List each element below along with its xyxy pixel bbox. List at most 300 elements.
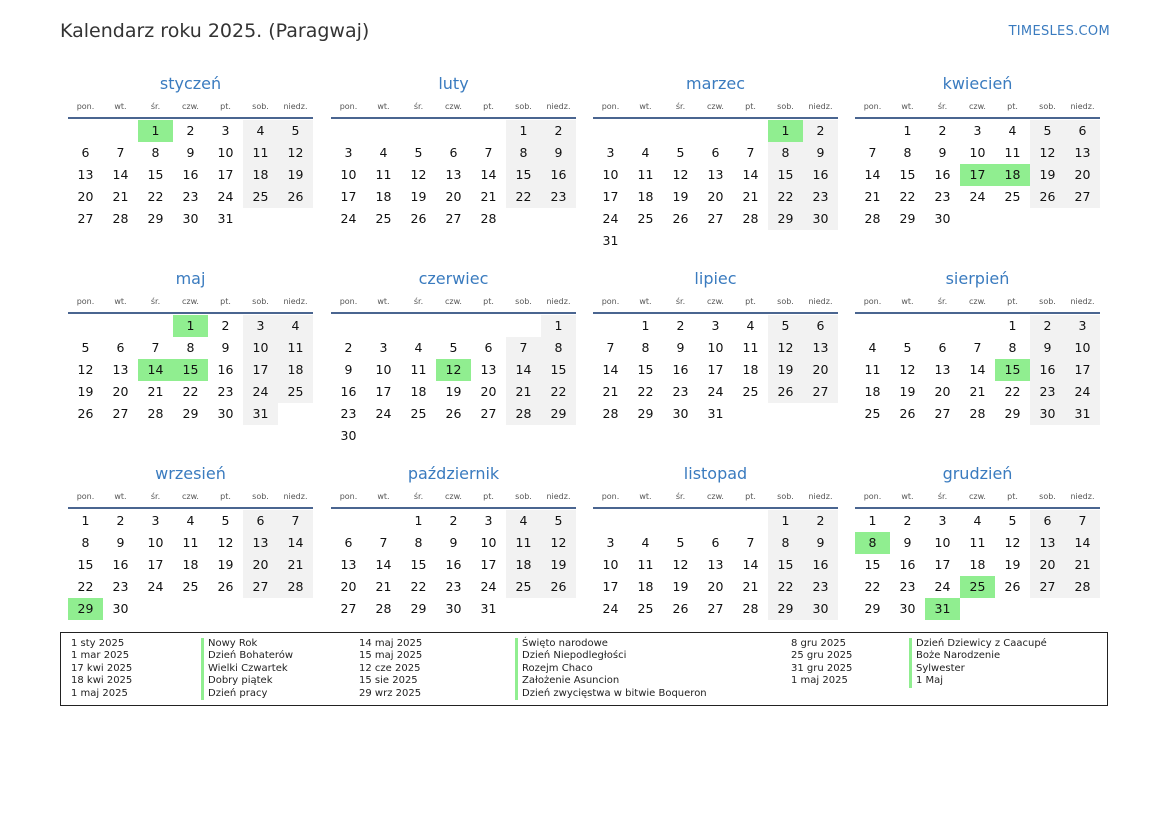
day-cell[interactable]: 24 [707, 384, 724, 399]
site-link[interactable]: TIMESLES.COM [1008, 24, 1110, 39]
day-cell[interactable]: 24 [969, 189, 986, 204]
day-cell[interactable]: 6 [1065, 120, 1100, 142]
day-cell[interactable]: 4 [973, 513, 982, 528]
day-cell[interactable]: 13 [934, 362, 951, 377]
day-cell[interactable]: 7 [116, 145, 125, 160]
day-cell[interactable]: 28 [742, 211, 759, 226]
day-cell[interactable]: 16 [541, 164, 576, 186]
day-cell[interactable]: 3 [484, 513, 493, 528]
day-cell[interactable]: 23 [541, 186, 576, 208]
day-cell[interactable]: 13 [1030, 532, 1065, 554]
day-cell[interactable]: 25 [742, 384, 759, 399]
day-cell[interactable]: 12 [1030, 142, 1065, 164]
day-cell[interactable]: 23 [217, 384, 234, 399]
day-cell[interactable]: 9 [186, 145, 195, 160]
day-cell[interactable]: 8 [541, 337, 576, 359]
day-cell[interactable]: 15 [995, 359, 1030, 381]
day-cell[interactable]: 12 [672, 557, 689, 572]
day-cell[interactable]: 26 [1004, 579, 1021, 594]
day-cell[interactable]: 19 [899, 384, 916, 399]
day-cell[interactable]: 31 [243, 403, 278, 425]
day-cell[interactable]: 21 [742, 579, 759, 594]
day-cell[interactable]: 15 [173, 359, 208, 381]
day-cell[interactable]: 7 [1065, 510, 1100, 532]
day-cell[interactable]: 10 [217, 145, 234, 160]
day-cell[interactable]: 1 [641, 318, 650, 333]
day-cell[interactable]: 17 [217, 167, 234, 182]
day-cell[interactable]: 19 [768, 359, 803, 381]
day-cell[interactable]: 21 [112, 189, 129, 204]
day-cell[interactable]: 23 [934, 189, 951, 204]
day-cell[interactable]: 8 [903, 145, 912, 160]
day-cell[interactable]: 2 [938, 123, 947, 138]
day-cell[interactable]: 2 [541, 120, 576, 142]
day-cell[interactable]: 9 [344, 362, 353, 377]
day-cell[interactable]: 22 [506, 186, 541, 208]
day-cell[interactable]: 15 [410, 557, 427, 572]
day-cell[interactable]: 2 [221, 318, 230, 333]
day-cell[interactable]: 10 [1065, 337, 1100, 359]
day-cell[interactable]: 9 [903, 535, 912, 550]
day-cell[interactable]: 22 [899, 189, 916, 204]
day-cell[interactable]: 27 [77, 211, 94, 226]
day-cell[interactable]: 21 [506, 381, 541, 403]
day-cell[interactable]: 8 [768, 532, 803, 554]
day-cell[interactable]: 27 [1030, 576, 1065, 598]
day-cell[interactable]: 2 [903, 513, 912, 528]
day-cell[interactable]: 7 [868, 145, 877, 160]
day-cell[interactable]: 25 [637, 211, 654, 226]
day-cell[interactable]: 10 [707, 340, 724, 355]
day-cell[interactable]: 12 [278, 142, 313, 164]
day-cell[interactable]: 3 [344, 145, 353, 160]
day-cell[interactable]: 21 [147, 384, 164, 399]
day-cell[interactable]: 14 [742, 167, 759, 182]
day-cell[interactable]: 6 [484, 340, 493, 355]
day-cell[interactable]: 11 [1004, 145, 1021, 160]
day-cell[interactable]: 13 [243, 532, 278, 554]
day-cell[interactable]: 28 [375, 601, 392, 616]
day-cell[interactable]: 29 [864, 601, 881, 616]
day-cell[interactable]: 11 [375, 167, 392, 182]
day-cell[interactable]: 14 [375, 557, 392, 572]
day-cell[interactable]: 31 [602, 233, 619, 248]
day-cell[interactable]: 22 [768, 576, 803, 598]
day-cell[interactable]: 20 [707, 579, 724, 594]
day-cell[interactable]: 21 [480, 189, 497, 204]
day-cell[interactable]: 26 [77, 406, 94, 421]
day-cell[interactable]: 15 [768, 554, 803, 576]
day-cell[interactable]: 16 [934, 167, 951, 182]
day-cell[interactable]: 18 [969, 557, 986, 572]
day-cell[interactable]: 8 [506, 142, 541, 164]
day-cell[interactable]: 28 [480, 211, 497, 226]
day-cell[interactable]: 17 [340, 189, 357, 204]
day-cell[interactable]: 23 [182, 189, 199, 204]
day-cell[interactable]: 28 [506, 403, 541, 425]
day-cell[interactable]: 17 [147, 557, 164, 572]
day-cell[interactable]: 10 [243, 337, 278, 359]
day-cell[interactable]: 20 [340, 579, 357, 594]
day-cell[interactable]: 3 [151, 513, 160, 528]
day-cell[interactable]: 9 [803, 142, 838, 164]
day-cell[interactable]: 4 [641, 535, 650, 550]
day-cell[interactable]: 2 [676, 318, 685, 333]
day-cell[interactable]: 21 [1065, 554, 1100, 576]
day-cell[interactable]: 18 [410, 384, 427, 399]
day-cell[interactable]: 6 [116, 340, 125, 355]
day-cell[interactable]: 19 [77, 384, 94, 399]
day-cell[interactable]: 2 [116, 513, 125, 528]
day-cell[interactable]: 22 [768, 186, 803, 208]
day-cell[interactable]: 14 [742, 557, 759, 572]
day-cell[interactable]: 14 [112, 167, 129, 182]
day-cell[interactable]: 5 [903, 340, 912, 355]
day-cell[interactable]: 19 [672, 579, 689, 594]
day-cell[interactable]: 9 [449, 535, 458, 550]
day-cell[interactable]: 19 [445, 384, 462, 399]
day-cell[interactable]: 27 [707, 211, 724, 226]
day-cell[interactable]: 25 [278, 381, 313, 403]
day-cell[interactable]: 22 [1004, 384, 1021, 399]
day-cell[interactable]: 10 [969, 145, 986, 160]
day-cell[interactable]: 24 [147, 579, 164, 594]
day-cell[interactable]: 11 [182, 535, 199, 550]
day-cell[interactable]: 22 [182, 384, 199, 399]
day-cell[interactable]: 8 [414, 535, 423, 550]
day-cell[interactable]: 27 [243, 576, 278, 598]
day-cell[interactable]: 23 [899, 579, 916, 594]
day-cell[interactable]: 15 [147, 167, 164, 182]
day-cell[interactable]: 2 [803, 120, 838, 142]
day-cell[interactable]: 23 [672, 384, 689, 399]
day-cell[interactable]: 28 [742, 601, 759, 616]
day-cell[interactable]: 22 [147, 189, 164, 204]
day-cell[interactable]: 10 [602, 557, 619, 572]
day-cell[interactable]: 25 [506, 576, 541, 598]
day-cell[interactable]: 23 [340, 406, 357, 421]
day-cell[interactable]: 8 [855, 532, 890, 554]
day-cell[interactable]: 30 [445, 601, 462, 616]
day-cell[interactable]: 8 [1008, 340, 1017, 355]
day-cell[interactable]: 16 [340, 384, 357, 399]
day-cell[interactable]: 3 [973, 123, 982, 138]
day-cell[interactable]: 30 [672, 406, 689, 421]
day-cell[interactable]: 19 [1004, 557, 1021, 572]
day-cell[interactable]: 22 [637, 384, 654, 399]
day-cell[interactable]: 27 [1065, 186, 1100, 208]
day-cell[interactable]: 16 [803, 164, 838, 186]
day-cell[interactable]: 4 [379, 145, 388, 160]
day-cell[interactable]: 11 [969, 535, 986, 550]
day-cell[interactable]: 26 [1030, 186, 1065, 208]
day-cell[interactable]: 7 [746, 535, 755, 550]
day-cell[interactable]: 26 [672, 601, 689, 616]
day-cell[interactable]: 30 [803, 598, 838, 620]
day-cell[interactable]: 25 [864, 406, 881, 421]
day-cell[interactable]: 10 [602, 167, 619, 182]
day-cell[interactable]: 25 [637, 601, 654, 616]
day-cell[interactable]: 27 [803, 381, 838, 403]
day-cell[interactable]: 3 [1065, 315, 1100, 337]
day-cell[interactable]: 21 [375, 579, 392, 594]
day-cell[interactable]: 2 [449, 513, 458, 528]
day-cell[interactable]: 13 [707, 167, 724, 182]
day-cell[interactable]: 30 [1030, 403, 1065, 425]
day-cell[interactable]: 10 [480, 535, 497, 550]
day-cell[interactable]: 10 [147, 535, 164, 550]
day-cell[interactable]: 6 [803, 315, 838, 337]
day-cell[interactable]: 1 [541, 315, 576, 337]
day-cell[interactable]: 8 [641, 340, 650, 355]
day-cell[interactable]: 13 [1065, 142, 1100, 164]
day-cell[interactable]: 31 [480, 601, 497, 616]
day-cell[interactable]: 11 [243, 142, 278, 164]
day-cell[interactable]: 16 [1030, 359, 1065, 381]
day-cell[interactable]: 17 [934, 557, 951, 572]
day-cell[interactable]: 15 [77, 557, 94, 572]
day-cell[interactable]: 14 [864, 167, 881, 182]
day-cell[interactable]: 31 [925, 598, 960, 620]
day-cell[interactable]: 5 [81, 340, 90, 355]
day-cell[interactable]: 17 [243, 359, 278, 381]
day-cell[interactable]: 31 [1065, 403, 1100, 425]
day-cell[interactable]: 31 [707, 406, 724, 421]
day-cell[interactable]: 24 [602, 211, 619, 226]
day-cell[interactable]: 25 [410, 406, 427, 421]
day-cell[interactable]: 20 [707, 189, 724, 204]
day-cell[interactable]: 20 [1065, 164, 1100, 186]
day-cell[interactable]: 15 [541, 359, 576, 381]
day-cell[interactable]: 18 [864, 384, 881, 399]
day-cell[interactable]: 12 [1004, 535, 1021, 550]
day-cell[interactable]: 23 [1030, 381, 1065, 403]
day-cell[interactable]: 9 [676, 340, 685, 355]
day-cell[interactable]: 1 [138, 120, 173, 142]
day-cell[interactable]: 3 [221, 123, 230, 138]
day-cell[interactable]: 1 [414, 513, 423, 528]
day-cell[interactable]: 13 [112, 362, 129, 377]
day-cell[interactable]: 16 [803, 554, 838, 576]
day-cell[interactable]: 21 [278, 554, 313, 576]
day-cell[interactable]: 31 [217, 211, 234, 226]
day-cell[interactable]: 7 [484, 145, 493, 160]
day-cell[interactable]: 24 [375, 406, 392, 421]
day-cell[interactable]: 1 [768, 510, 803, 532]
day-cell[interactable]: 29 [768, 208, 803, 230]
day-cell[interactable]: 27 [480, 406, 497, 421]
day-cell[interactable]: 27 [934, 406, 951, 421]
day-cell[interactable]: 3 [938, 513, 947, 528]
day-cell[interactable]: 9 [1030, 337, 1065, 359]
day-cell[interactable]: 19 [278, 164, 313, 186]
day-cell[interactable]: 5 [676, 145, 685, 160]
day-cell[interactable]: 24 [243, 381, 278, 403]
day-cell[interactable]: 11 [410, 362, 427, 377]
day-cell[interactable]: 22 [410, 579, 427, 594]
day-cell[interactable]: 1 [903, 123, 912, 138]
day-cell[interactable]: 11 [742, 340, 759, 355]
day-cell[interactable]: 25 [960, 576, 995, 598]
day-cell[interactable]: 5 [449, 340, 458, 355]
day-cell[interactable]: 19 [541, 554, 576, 576]
day-cell[interactable]: 13 [707, 557, 724, 572]
day-cell[interactable]: 18 [637, 579, 654, 594]
day-cell[interactable]: 5 [1030, 120, 1065, 142]
day-cell[interactable]: 17 [960, 164, 995, 186]
day-cell[interactable]: 1 [768, 120, 803, 142]
day-cell[interactable]: 22 [77, 579, 94, 594]
day-cell[interactable]: 6 [1030, 510, 1065, 532]
day-cell[interactable]: 4 [1008, 123, 1017, 138]
day-cell[interactable]: 18 [742, 362, 759, 377]
day-cell[interactable]: 3 [243, 315, 278, 337]
day-cell[interactable]: 28 [969, 406, 986, 421]
day-cell[interactable]: 14 [602, 362, 619, 377]
day-cell[interactable]: 20 [1030, 554, 1065, 576]
day-cell[interactable]: 1 [81, 513, 90, 528]
day-cell[interactable]: 21 [742, 189, 759, 204]
day-cell[interactable]: 15 [506, 164, 541, 186]
day-cell[interactable]: 14 [969, 362, 986, 377]
day-cell[interactable]: 25 [243, 186, 278, 208]
day-cell[interactable]: 14 [278, 532, 313, 554]
day-cell[interactable]: 16 [672, 362, 689, 377]
day-cell[interactable]: 27 [112, 406, 129, 421]
day-cell[interactable]: 19 [1030, 164, 1065, 186]
day-cell[interactable]: 12 [672, 167, 689, 182]
day-cell[interactable]: 10 [934, 535, 951, 550]
day-cell[interactable]: 17 [707, 362, 724, 377]
day-cell[interactable]: 1 [868, 513, 877, 528]
day-cell[interactable]: 28 [147, 406, 164, 421]
day-cell[interactable]: 1 [506, 120, 541, 142]
day-cell[interactable]: 5 [541, 510, 576, 532]
day-cell[interactable]: 9 [803, 532, 838, 554]
day-cell[interactable]: 12 [436, 359, 471, 381]
day-cell[interactable]: 18 [278, 359, 313, 381]
day-cell[interactable]: 5 [676, 535, 685, 550]
day-cell[interactable]: 16 [217, 362, 234, 377]
day-cell[interactable]: 9 [541, 142, 576, 164]
day-cell[interactable]: 18 [182, 557, 199, 572]
day-cell[interactable]: 15 [899, 167, 916, 182]
day-cell[interactable]: 12 [217, 535, 234, 550]
day-cell[interactable]: 23 [803, 576, 838, 598]
day-cell[interactable]: 30 [112, 601, 129, 616]
day-cell[interactable]: 6 [449, 145, 458, 160]
day-cell[interactable]: 2 [1030, 315, 1065, 337]
day-cell[interactable]: 4 [243, 120, 278, 142]
day-cell[interactable]: 10 [375, 362, 392, 377]
day-cell[interactable]: 11 [637, 557, 654, 572]
day-cell[interactable]: 27 [340, 601, 357, 616]
day-cell[interactable]: 26 [217, 579, 234, 594]
day-cell[interactable]: 26 [541, 576, 576, 598]
day-cell[interactable]: 6 [711, 145, 720, 160]
day-cell[interactable]: 30 [899, 601, 916, 616]
day-cell[interactable]: 12 [768, 337, 803, 359]
day-cell[interactable]: 2 [344, 340, 353, 355]
day-cell[interactable]: 21 [602, 384, 619, 399]
day-cell[interactable]: 9 [221, 340, 230, 355]
day-cell[interactable]: 7 [506, 337, 541, 359]
day-cell[interactable]: 9 [938, 145, 947, 160]
day-cell[interactable]: 4 [414, 340, 423, 355]
day-cell[interactable]: 17 [602, 189, 619, 204]
day-cell[interactable]: 17 [1065, 359, 1100, 381]
day-cell[interactable]: 7 [151, 340, 160, 355]
day-cell[interactable]: 4 [746, 318, 755, 333]
day-cell[interactable]: 1 [173, 315, 208, 337]
day-cell[interactable]: 7 [606, 340, 615, 355]
day-cell[interactable]: 16 [182, 167, 199, 182]
day-cell[interactable]: 11 [278, 337, 313, 359]
day-cell[interactable]: 8 [81, 535, 90, 550]
day-cell[interactable]: 13 [340, 557, 357, 572]
day-cell[interactable]: 4 [506, 510, 541, 532]
day-cell[interactable]: 29 [899, 211, 916, 226]
day-cell[interactable]: 8 [768, 142, 803, 164]
day-cell[interactable]: 23 [445, 579, 462, 594]
day-cell[interactable]: 28 [602, 406, 619, 421]
day-cell[interactable]: 17 [375, 384, 392, 399]
day-cell[interactable]: 12 [899, 362, 916, 377]
day-cell[interactable]: 9 [116, 535, 125, 550]
day-cell[interactable]: 3 [606, 535, 615, 550]
day-cell[interactable]: 24 [217, 189, 234, 204]
day-cell[interactable]: 3 [379, 340, 388, 355]
day-cell[interactable]: 14 [506, 359, 541, 381]
day-cell[interactable]: 17 [480, 557, 497, 572]
day-cell[interactable]: 27 [445, 211, 462, 226]
day-cell[interactable]: 10 [340, 167, 357, 182]
day-cell[interactable]: 13 [803, 337, 838, 359]
day-cell[interactable]: 13 [445, 167, 462, 182]
day-cell[interactable]: 20 [934, 384, 951, 399]
day-cell[interactable]: 7 [278, 510, 313, 532]
day-cell[interactable]: 25 [375, 211, 392, 226]
day-cell[interactable]: 6 [938, 340, 947, 355]
day-cell[interactable]: 24 [934, 579, 951, 594]
day-cell[interactable]: 20 [243, 554, 278, 576]
day-cell[interactable]: 16 [112, 557, 129, 572]
day-cell[interactable]: 30 [182, 211, 199, 226]
day-cell[interactable]: 7 [973, 340, 982, 355]
day-cell[interactable]: 26 [445, 406, 462, 421]
day-cell[interactable]: 15 [864, 557, 881, 572]
day-cell[interactable]: 29 [410, 601, 427, 616]
day-cell[interactable]: 5 [768, 315, 803, 337]
day-cell[interactable]: 12 [410, 167, 427, 182]
day-cell[interactable]: 4 [278, 315, 313, 337]
day-cell[interactable]: 21 [864, 189, 881, 204]
day-cell[interactable]: 19 [217, 557, 234, 572]
day-cell[interactable]: 8 [151, 145, 160, 160]
day-cell[interactable]: 24 [602, 601, 619, 616]
day-cell[interactable]: 30 [803, 208, 838, 230]
day-cell[interactable]: 2 [803, 510, 838, 532]
day-cell[interactable]: 18 [243, 164, 278, 186]
day-cell[interactable]: 29 [1004, 406, 1021, 421]
day-cell[interactable]: 7 [746, 145, 755, 160]
day-cell[interactable]: 23 [803, 186, 838, 208]
day-cell[interactable]: 16 [899, 557, 916, 572]
day-cell[interactable]: 27 [707, 601, 724, 616]
day-cell[interactable]: 5 [221, 513, 230, 528]
day-cell[interactable]: 20 [803, 359, 838, 381]
day-cell[interactable]: 28 [278, 576, 313, 598]
